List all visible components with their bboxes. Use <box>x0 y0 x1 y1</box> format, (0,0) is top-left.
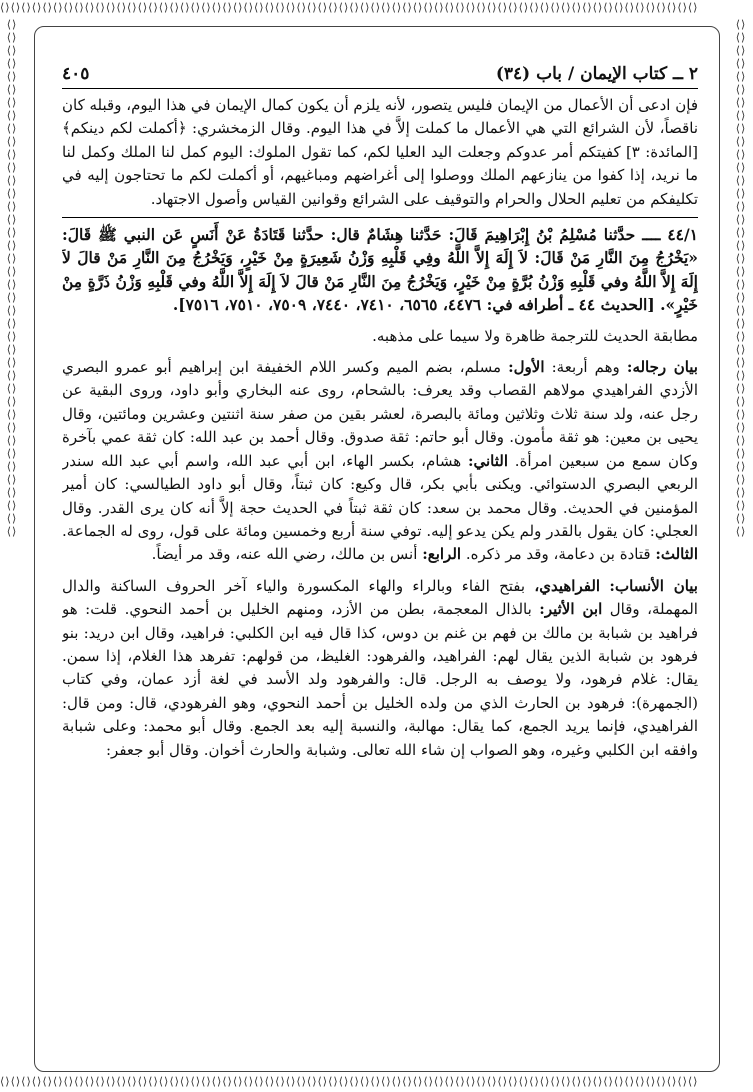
page-body <box>62 94 698 1059</box>
decorative-border-left: ⟨⟩⟨⟩⟨⟩⟨⟩⟨⟩⟨⟩⟨⟩⟨⟩⟨⟩⟨⟩⟨⟩⟨⟩⟨⟩⟨⟩⟨⟩⟨⟩⟨⟩⟨⟩⟨⟩⟨⟩⟨⟩⟨⟩⟨⟩⟨⟩⟨⟩⟨⟩⟨⟩⟨⟩⟨⟩⟨⟩⟨⟩⟨⟩⟨⟩⟨⟩⟨⟩⟨⟩⟨⟩⟨⟩⟨⟩⟨⟩ <box>6 18 18 538</box>
rijal-fourth: أنس بن مالك، رضي الله عنه، وقد مر أيضاً. <box>151 545 418 564</box>
rijal-third: قتادة بن دعامة، وقد مر ذكره. <box>465 545 651 564</box>
rijal-first: مسلم، بضم الميم وكسر اللام الخفيفة ابن إبراهيم أبو عمرو البصري الأزدي الفراهيدي مولاهم القصاب وقد يعرف: بالشحام، روى عنه البخاري وأبو داود، وروى البقية عن رجل عنه، ولد سنة ثلاث وثلاثين ومائة بالبصرة، لعشر بقين من صفر سنة اثنتين وعشرين ومائتين، وقال يحيى بن معين: هو ثقة مأمون. وقال أبو حاتم: ثقة صدوق. وقال أحمد بن عبد الله: كان ثقة عمي بآخرة وكان سمع من سبعين امرأة. <box>62 358 698 470</box>
hadith-text: ــــ حدَّثنا مُسْلِمُ بْنُ إِبْرَاهِيمَ قَالَ: حَدَّثنا هِشَامٌ قال: حدَّثنا قَتَادَةُ عَنْ أَنَسٍ عَن النبي ﷺ قَالَ: «يَخْرُجُ مِنَ النَّارِ مَنْ قَالَ: لاَ إِلَهَ إِلاَّ اللَّهُ وفِي قَلْبِهِ وَزْنُ شَعِيرَةٍ مِنْ خَيْرٍ، وَيَخْرُجُ مِنَ النَّارِ مَنْ قالَ لاَ إِلَهَ إِلاَّ اللَّهُ وفي قَلْبِهِ وَزْنُ بُرَّةٍ مِنْ خَيْرٍ، وَيَخْرُجُ مِنَ النَّارِ مَنْ قالَ لاَ إِلَهَ إِلاَّ اللَّهُ وفي قَلْبِهِ وَزْنُ ذَرَّةٍ مِنْ خَيْرٍ». [الحديث ٤٤ ـ أطرافه في: ٤٤٧٦، ٦٥٦٥، ٧٤١٠، ٧٤٤٠، ٧٥٠٩، ٧٥١٠، ٧٥١٦]. <box>62 225 698 315</box>
decorative-border-right: ⟨⟩⟨⟩⟨⟩⟨⟩⟨⟩⟨⟩⟨⟩⟨⟩⟨⟩⟨⟩⟨⟩⟨⟩⟨⟩⟨⟩⟨⟩⟨⟩⟨⟩⟨⟩⟨⟩⟨⟩⟨⟩⟨⟩⟨⟩⟨⟩⟨⟩⟨⟩⟨⟩⟨⟩⟨⟩⟨⟩⟨⟩⟨⟩⟨⟩⟨⟩⟨⟩⟨⟩⟨⟩⟨⟩⟨⟩⟨⟩ <box>735 18 747 538</box>
running-title: ٢ ــ كتاب الإيمان / باب (٣٤) <box>495 64 698 84</box>
rijal-fourth-label: الرابع: <box>422 545 462 564</box>
ansab-heading: بيان الأنساب: <box>609 576 698 595</box>
rijal-second: هشام، بكسر الهاء، ابن أبي عبد الله، واسم أبي عبد الله سندر الربعي البصري الدستوائي. ويكنى بأبي بكر، قال وكيع: كان ثبتاً، وقال أبو داود الطيالسي: كان أمير المؤمنين في الحديث. وقال محمد بن سعد: كان ثقة ثبتاً في الحديث حجة إلاَّ أنه كان يرى القدر. وقال العجلي: كان يقول بالقدر ولم يكن يدعو إليه. توفي سنة أربع وخمسين ومائة على قول، روى له الجماعة. <box>62 451 698 540</box>
decorative-border-bottom: ⟨⟩⟨⟩⟨⟩⟨⟩⟨⟩⟨⟩⟨⟩⟨⟩⟨⟩⟨⟩⟨⟩⟨⟩⟨⟩⟨⟩⟨⟩⟨⟩⟨⟩⟨⟩⟨⟩⟨⟩⟨⟩⟨⟩⟨⟩⟨⟩⟨⟩⟨⟩⟨⟩⟨⟩⟨⟩⟨⟩⟨⟩⟨⟩⟨⟩⟨⟩⟨⟩⟨⟩⟨⟩⟨⟩⟨⟩⟨⟩⟨⟩⟨⟩⟨⟩⟨⟩⟨⟩⟨⟩⟨⟩⟨⟩⟨⟩⟨⟩⟨⟩⟨⟩⟨⟩⟨⟩⟨⟩⟨⟩⟨⟩⟨⟩⟨⟩⟨⟩⟨⟩⟨⟩⟨⟩⟨⟩⟨⟩⟨⟩ <box>0 1076 699 1088</box>
page-number: ٤٠٥ <box>62 64 90 84</box>
header-divider <box>62 88 698 89</box>
rijal-second-label: الثاني: <box>467 451 508 470</box>
ansab-text-1: بفتح الفاء وبالراء والهاء المكسورة والياء آخر الحروف الساكنة والدال المهملة، وقال <box>62 576 698 619</box>
page-header <box>62 60 698 88</box>
conformity-note: مطابقة الحديث للترجمة ظاهرة ولا سيما على مذهبه. <box>372 326 698 345</box>
ansab-term-farahidi: الفراهيدي، <box>534 576 601 595</box>
rijal-heading: بيان رجاله: <box>626 358 698 377</box>
rijal-section <box>62 356 698 567</box>
commentary-paragraph: فإن ادعى أن الأعمال من الإيمان فليس يتصور، لأنه يلزم أن يكون كمال الإيمان في هذا اليوم، وقبله كان ناقصاً، لأن الشرائع التي هي الأعمال ما كملت إلاَّ في هذا اليوم. وقال الزمخشري: ﴿أكملت لكم دينكم﴾ [المائدة: ٣] كفيتكم أمر عدوكم وجعلت اليد العليا لكم، كما تقول الملوك: اليوم كمل لنا الملك وكمل لنا ما نريد، إذا كفوا من ينازعهم الملك ووصلوا إلى أغراضهم ومباغيهم، أو أكملت لكم ما تحتاجون إليه في تكليفكم من تعليم الحلال والحرام والتوقيف على الشرائع وقوانين القياس وأصول الاجتهاد. <box>62 96 698 208</box>
rijal-third-label: الثالث: <box>655 545 698 564</box>
ansab-term-ibn-athir: ابن الأثير: <box>539 600 603 619</box>
decorative-border-top: ⟨⟩⟨⟩⟨⟩⟨⟩⟨⟩⟨⟩⟨⟩⟨⟩⟨⟩⟨⟩⟨⟩⟨⟩⟨⟩⟨⟩⟨⟩⟨⟩⟨⟩⟨⟩⟨⟩⟨⟩⟨⟩⟨⟩⟨⟩⟨⟩⟨⟩⟨⟩⟨⟩⟨⟩⟨⟩⟨⟩⟨⟩⟨⟩⟨⟩⟨⟩⟨⟩⟨⟩⟨⟩⟨⟩⟨⟩⟨⟩⟨⟩⟨⟩⟨⟩⟨⟩⟨⟩⟨⟩⟨⟩⟨⟩⟨⟩⟨⟩⟨⟩⟨⟩⟨⟩⟨⟩⟨⟩⟨⟩⟨⟩⟨⟩⟨⟩⟨⟩⟨⟩⟨⟩⟨⟩⟨⟩⟨⟩⟨⟩ <box>0 2 699 14</box>
rijal-intro: وهم أربعة: <box>551 358 620 377</box>
rijal-first-label: الأول: <box>508 358 545 377</box>
ansab-section <box>62 575 698 762</box>
hadith-block <box>62 223 698 317</box>
hadith-divider <box>62 217 698 218</box>
hadith-number: ٤٤/١ <box>667 225 698 245</box>
ansab-text-2: بالذال المعجمة، بطن من الأزد، ومنهم الخليل بن أحمد النحوي. قلت: هو فراهيد بن شبابة بن مالك بن فهم بن غنم بن دوس، كذا قال فيه ابن الكلبي: فراهيد، وقال ابن دريد: بنو فرهود بن شبابة الذين يقال لهم: الفراهيد، والفرهود: الغليظ، من قولهم: تفرهد هذا الغلام، إذا سمن. يقال: غلام فرهود، ولا يوصف به الرجل. قال: والفرهود ولد الأسد في لغة أزد عمان، وفي كتاب (الجمهرة): فرهود بن الحارث الذي من ولده الخليل بن أحمد النحوي، وهو الفرهودي، قال: ومن قال: الفراهيدي، فإنما يريد الجمع، كما يقال: مهالبة، والنسبة إليه بعد الجمع. وقال أبو محمد: وعلى شبابة وافقه ابن الكلبي وغيره، وهو الصواب إن شاء الله تعالى. وشبابة والحارث أخوان. وقال أبو جعفر: <box>62 600 698 759</box>
